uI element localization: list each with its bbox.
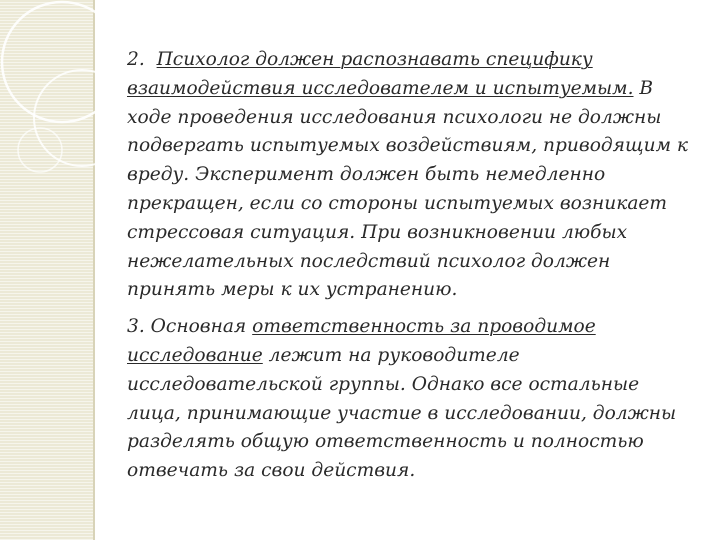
paragraph-2: [127, 46, 697, 305]
side-panel-edge: [93, 0, 95, 540]
slide-body-text: [127, 46, 697, 494]
paragraph-3-number: 3.: [127, 316, 145, 338]
paragraph-3-rest: лежит на руководителе исследовательской группы. Однако все остальные лица, принимающие участие в исследовании, должны разделять общую ответственность и полностью отвечать за свои действия.: [127, 344, 677, 482]
side-panel: [0, 0, 93, 540]
paragraph-2-underlined: Психолог должен распознавать специфику взаимодействия исследователем и испытуемым.: [127, 49, 634, 99]
paragraph-3: [127, 313, 697, 486]
paragraph-2-rest: В ходе проведения исследования психологи не должны подвергать испытуемых воздействиям, приводящим к вреду. Эксперимент должен быть немедленно прекращен, если со стороны испытуемых возникает стрессовая ситуация. При возникновении любых нежелательных последствий психолог должен принять меры к их устранению.: [127, 77, 689, 301]
paragraph-2-number: 2.: [127, 49, 145, 70]
paragraph-3-underlined: ответственность за проводимое исследование: [127, 316, 596, 366]
paragraph-3-lead: Основная: [150, 316, 247, 338]
